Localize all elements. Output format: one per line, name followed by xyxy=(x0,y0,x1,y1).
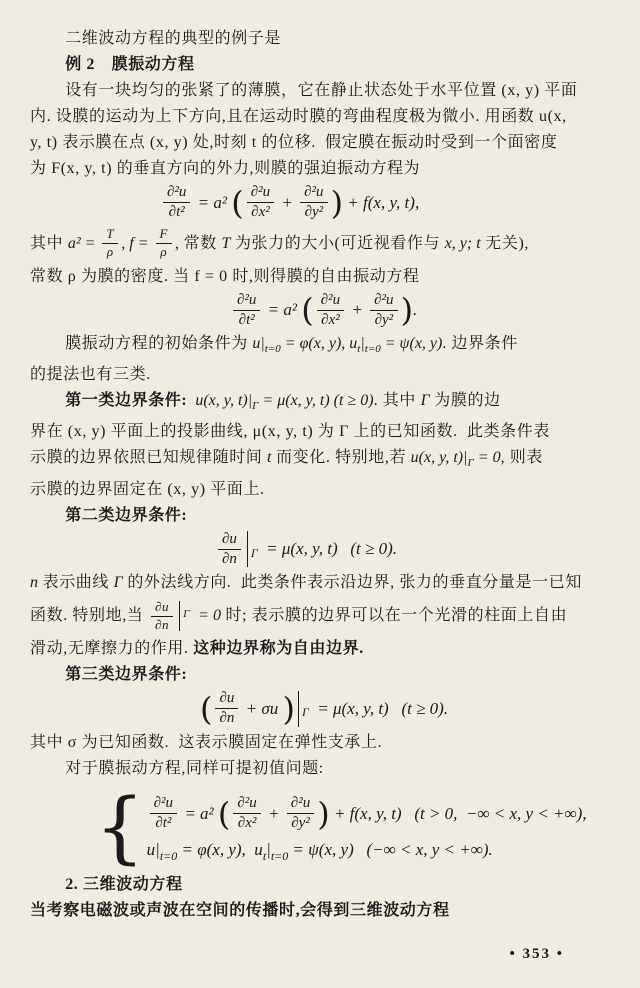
body-line: 为 F(x, y, t) 的垂直方向的外力,则膜的强迫振动方程为 xyxy=(30,160,421,177)
fraction-numerator: ∂u xyxy=(218,531,241,550)
inline-fraction xyxy=(151,600,173,633)
fraction-numerator: ∂²u xyxy=(233,795,260,814)
fraction-denominator: ∂y² xyxy=(374,311,394,328)
inline-fraction xyxy=(150,795,177,833)
math-run: u| xyxy=(146,840,160,860)
body-line: 设有一块均匀的张紧了的薄膜，它在静止状态处于水平位置 (x, y) 平面 xyxy=(65,82,578,99)
fraction-numerator: F xyxy=(156,227,173,244)
text-run: 而变化. 特别地,若 xyxy=(271,449,411,467)
fraction-numerator: ∂²u xyxy=(150,795,177,814)
math-run: + f(x, y, t), xyxy=(343,192,420,212)
fraction-denominator: ∂x² xyxy=(321,311,340,328)
math-run: + xyxy=(277,192,298,212)
subscript: t=0 xyxy=(270,848,289,863)
subscript: t xyxy=(262,848,267,863)
system-equation-pde xyxy=(147,795,587,833)
big-delimiter: ) xyxy=(317,794,330,833)
subscript: Γ xyxy=(252,400,259,413)
math-run: T xyxy=(221,234,231,252)
big-delimiter: ) xyxy=(330,183,344,222)
math-run: . xyxy=(413,300,418,320)
body-line-coefficients xyxy=(30,224,610,264)
text-run: 常数 xyxy=(179,234,222,252)
math-run: | xyxy=(266,840,271,860)
text-run: . 边界条件 xyxy=(442,335,518,352)
fraction-denominator: ∂t² xyxy=(168,204,185,221)
inline-fraction xyxy=(233,795,260,833)
inline-fraction xyxy=(300,184,327,222)
fraction-numerator: ∂²u xyxy=(233,292,260,311)
math-run: , xyxy=(175,234,180,252)
fraction-denominator: ∂y² xyxy=(291,815,310,832)
body-line: 当考察电磁波或声波在空间的传播时,会得到三维波动方程 xyxy=(30,901,450,919)
inline-fraction xyxy=(287,795,314,833)
body-line: 内. 设膜的运动为上下方向,且在运动时膜的弯曲程度极为微小. 用函数 u(x, xyxy=(30,108,567,125)
evaluation-bar xyxy=(247,531,262,567)
math-run: | xyxy=(360,335,365,352)
text-run: 时; 表示膜的边界可以在一个光滑的柱面上自由 xyxy=(220,607,568,625)
fraction-numerator: ∂²u xyxy=(370,292,397,311)
math-run: + f(x, y, t) (t > 0, −∞ < x, y < +∞), xyxy=(329,803,587,823)
math-run: = μ(x, y, t) (t ≥ 0). xyxy=(261,539,398,559)
body-line: 对于膜振动方程,同样可提初值问题: xyxy=(65,759,324,777)
fraction-denominator: ρ xyxy=(106,244,114,260)
fraction-denominator: ∂y² xyxy=(304,204,324,221)
fraction-numerator: ∂²u xyxy=(163,184,190,203)
body-line-first-boundary xyxy=(30,388,610,419)
big-delimiter: ( xyxy=(231,183,244,222)
body-line-normal-derivative xyxy=(30,596,610,636)
inline-fraction xyxy=(233,292,260,330)
system-equation-initial-data xyxy=(146,840,587,863)
math-run: u(x, y, t)| xyxy=(187,392,253,410)
fraction-numerator: T xyxy=(102,227,118,244)
big-delimiter: ) xyxy=(400,291,414,330)
inline-fraction xyxy=(156,227,173,260)
second-boundary-heading: 第二类边界条件: xyxy=(65,506,188,524)
body-line xyxy=(30,570,610,596)
intro-line: 二维波动方程的典型的例子是 xyxy=(65,30,281,47)
math-run: u| xyxy=(252,335,265,352)
fraction-numerator: ∂²u xyxy=(300,184,327,203)
inline-fraction xyxy=(370,292,397,330)
math-run: = 0 xyxy=(194,607,221,625)
text-run: 示膜的边界依照已知规律随时间 xyxy=(30,449,268,467)
math-run: Γ xyxy=(113,574,123,592)
math-run: n xyxy=(30,574,38,592)
fraction-denominator: ∂n xyxy=(222,550,237,567)
inline-fraction xyxy=(163,184,190,222)
math-run: a² = xyxy=(67,234,100,252)
inline-fraction xyxy=(218,531,241,569)
subscript: t xyxy=(357,343,361,356)
fraction-numerator: ∂²u xyxy=(287,795,314,814)
math-run: = μ(x, y, t) (t ≥ 0). xyxy=(313,698,449,718)
subscript: t=0 xyxy=(364,343,381,356)
evaluation-bar-subscript: Γ xyxy=(302,705,309,720)
inline-fraction xyxy=(317,292,344,330)
body-line xyxy=(30,445,610,476)
body-line-free-boundary xyxy=(30,636,610,662)
inline-fraction xyxy=(247,184,274,222)
big-delimiter: ( xyxy=(301,291,314,330)
math-run: = μ(x, y, t) (t ≥ 0) xyxy=(258,392,374,410)
fraction-denominator: ∂t² xyxy=(155,815,172,832)
math-run: u(x, y, t)| xyxy=(410,449,468,467)
math-run: Γ xyxy=(420,392,430,410)
big-delimiter: ( xyxy=(200,689,213,728)
display-equation-free-vibration xyxy=(230,292,610,330)
math-run: = 0 xyxy=(473,449,501,467)
text-run: 滑动,无摩擦力的作用. xyxy=(30,640,194,658)
fraction-numerator: ∂u xyxy=(151,600,173,617)
text-run: . 其中 xyxy=(373,392,421,410)
math-run: = a² xyxy=(180,803,218,823)
page-number: • 353 • xyxy=(509,946,564,962)
third-boundary-heading: 第三类边界条件: xyxy=(65,666,188,684)
math-run: = a² xyxy=(263,300,302,320)
body-line: y, t) 表示膜在点 (x, y) 处,时刻 t 的位移. 假定膜在振动时受到一个面密度 xyxy=(30,134,558,151)
text-run: 为膜的边 xyxy=(429,392,501,410)
text-run: , 则表 xyxy=(500,449,543,467)
display-equation-third-boundary xyxy=(200,690,610,728)
fraction-denominator: ∂x² xyxy=(237,815,257,832)
equation-system-initial-value-problem xyxy=(95,782,610,873)
math-run: = ψ(x, y) xyxy=(380,335,443,352)
math-run: = ψ(x, y) (−∞ < x, y < +∞). xyxy=(288,840,493,860)
math-run: + xyxy=(263,803,284,823)
big-delimiter: ) xyxy=(282,689,295,728)
body-line: 的提法也有三类. xyxy=(30,366,151,384)
subscript: Γ xyxy=(467,457,474,470)
text-run: 为张力的大小(可近视看作与 xyxy=(230,234,445,252)
example-heading: 例 2 膜振动方程 xyxy=(65,56,195,73)
text-run: 膜振动方程的初始条件为 xyxy=(65,335,253,352)
body-line: 常数 ρ 为膜的密度. 当 f = 0 时,则得膜的自由振动方程 xyxy=(30,267,420,285)
math-run: x, y; t xyxy=(444,234,481,252)
fraction-numerator: ∂²u xyxy=(317,292,344,311)
math-run: , f = xyxy=(121,234,153,252)
math-run: = φ(x, y), u xyxy=(280,335,358,352)
big-delimiter: ( xyxy=(217,794,231,833)
text-run: 的外法线方向. 此类条件表示沿边界, 张力的垂直分量是一已知 xyxy=(122,574,582,592)
fraction-numerator: ∂²u xyxy=(247,184,274,203)
subscript: t=0 xyxy=(264,343,281,356)
evaluation-bar xyxy=(298,691,313,727)
fraction-denominator: ∂n xyxy=(219,710,235,727)
body-line: 其中 σ 为已知函数. 这表示膜固定在弹性支承上. xyxy=(30,733,383,751)
evaluation-bar xyxy=(179,601,194,631)
fraction-denominator: ρ xyxy=(160,244,168,260)
fraction-numerator: ∂u xyxy=(215,690,238,709)
fraction-denominator: ∂x² xyxy=(251,204,270,221)
math-run: t xyxy=(267,449,272,467)
display-equation-second-boundary xyxy=(215,531,610,569)
bold-text-run: 第一类边界条件: xyxy=(65,392,188,410)
text-run: 其中 xyxy=(30,234,68,252)
inline-fraction xyxy=(102,227,118,260)
text-run: 函数. 特别地,当 xyxy=(30,607,149,625)
body-line: 示膜的边界固定在 (x, y) 平面上. xyxy=(30,480,265,498)
math-run: = φ(x, y), u xyxy=(177,840,263,860)
bold-text-run: 这种边界称为自由边界. xyxy=(193,640,364,658)
math-run: + xyxy=(347,300,368,320)
evaluation-bar-subscript: Γ xyxy=(183,608,190,621)
body-line: 界在 (x, y) 平面上的投影曲线, μ(x, y, t) 为 Γ 上的已知函数. 此类条件表 xyxy=(30,423,550,441)
fraction-denominator: ∂n xyxy=(155,616,170,632)
section-heading-3d-wave: 2. 三维波动方程 xyxy=(65,875,183,893)
left-brace: { xyxy=(95,782,145,873)
math-run: + σu xyxy=(241,698,283,718)
evaluation-bar-subscript: Γ xyxy=(250,545,258,560)
math-run: = a² xyxy=(193,192,232,212)
inline-fraction xyxy=(215,690,238,728)
display-equation-forced-vibration xyxy=(160,184,610,222)
fraction-denominator: ∂t² xyxy=(238,311,255,328)
body-line-initial-conditions xyxy=(30,331,610,362)
text-run: 无关), xyxy=(480,234,530,252)
text-run: 表示曲线 xyxy=(38,574,114,592)
subscript: t=0 xyxy=(159,848,178,863)
